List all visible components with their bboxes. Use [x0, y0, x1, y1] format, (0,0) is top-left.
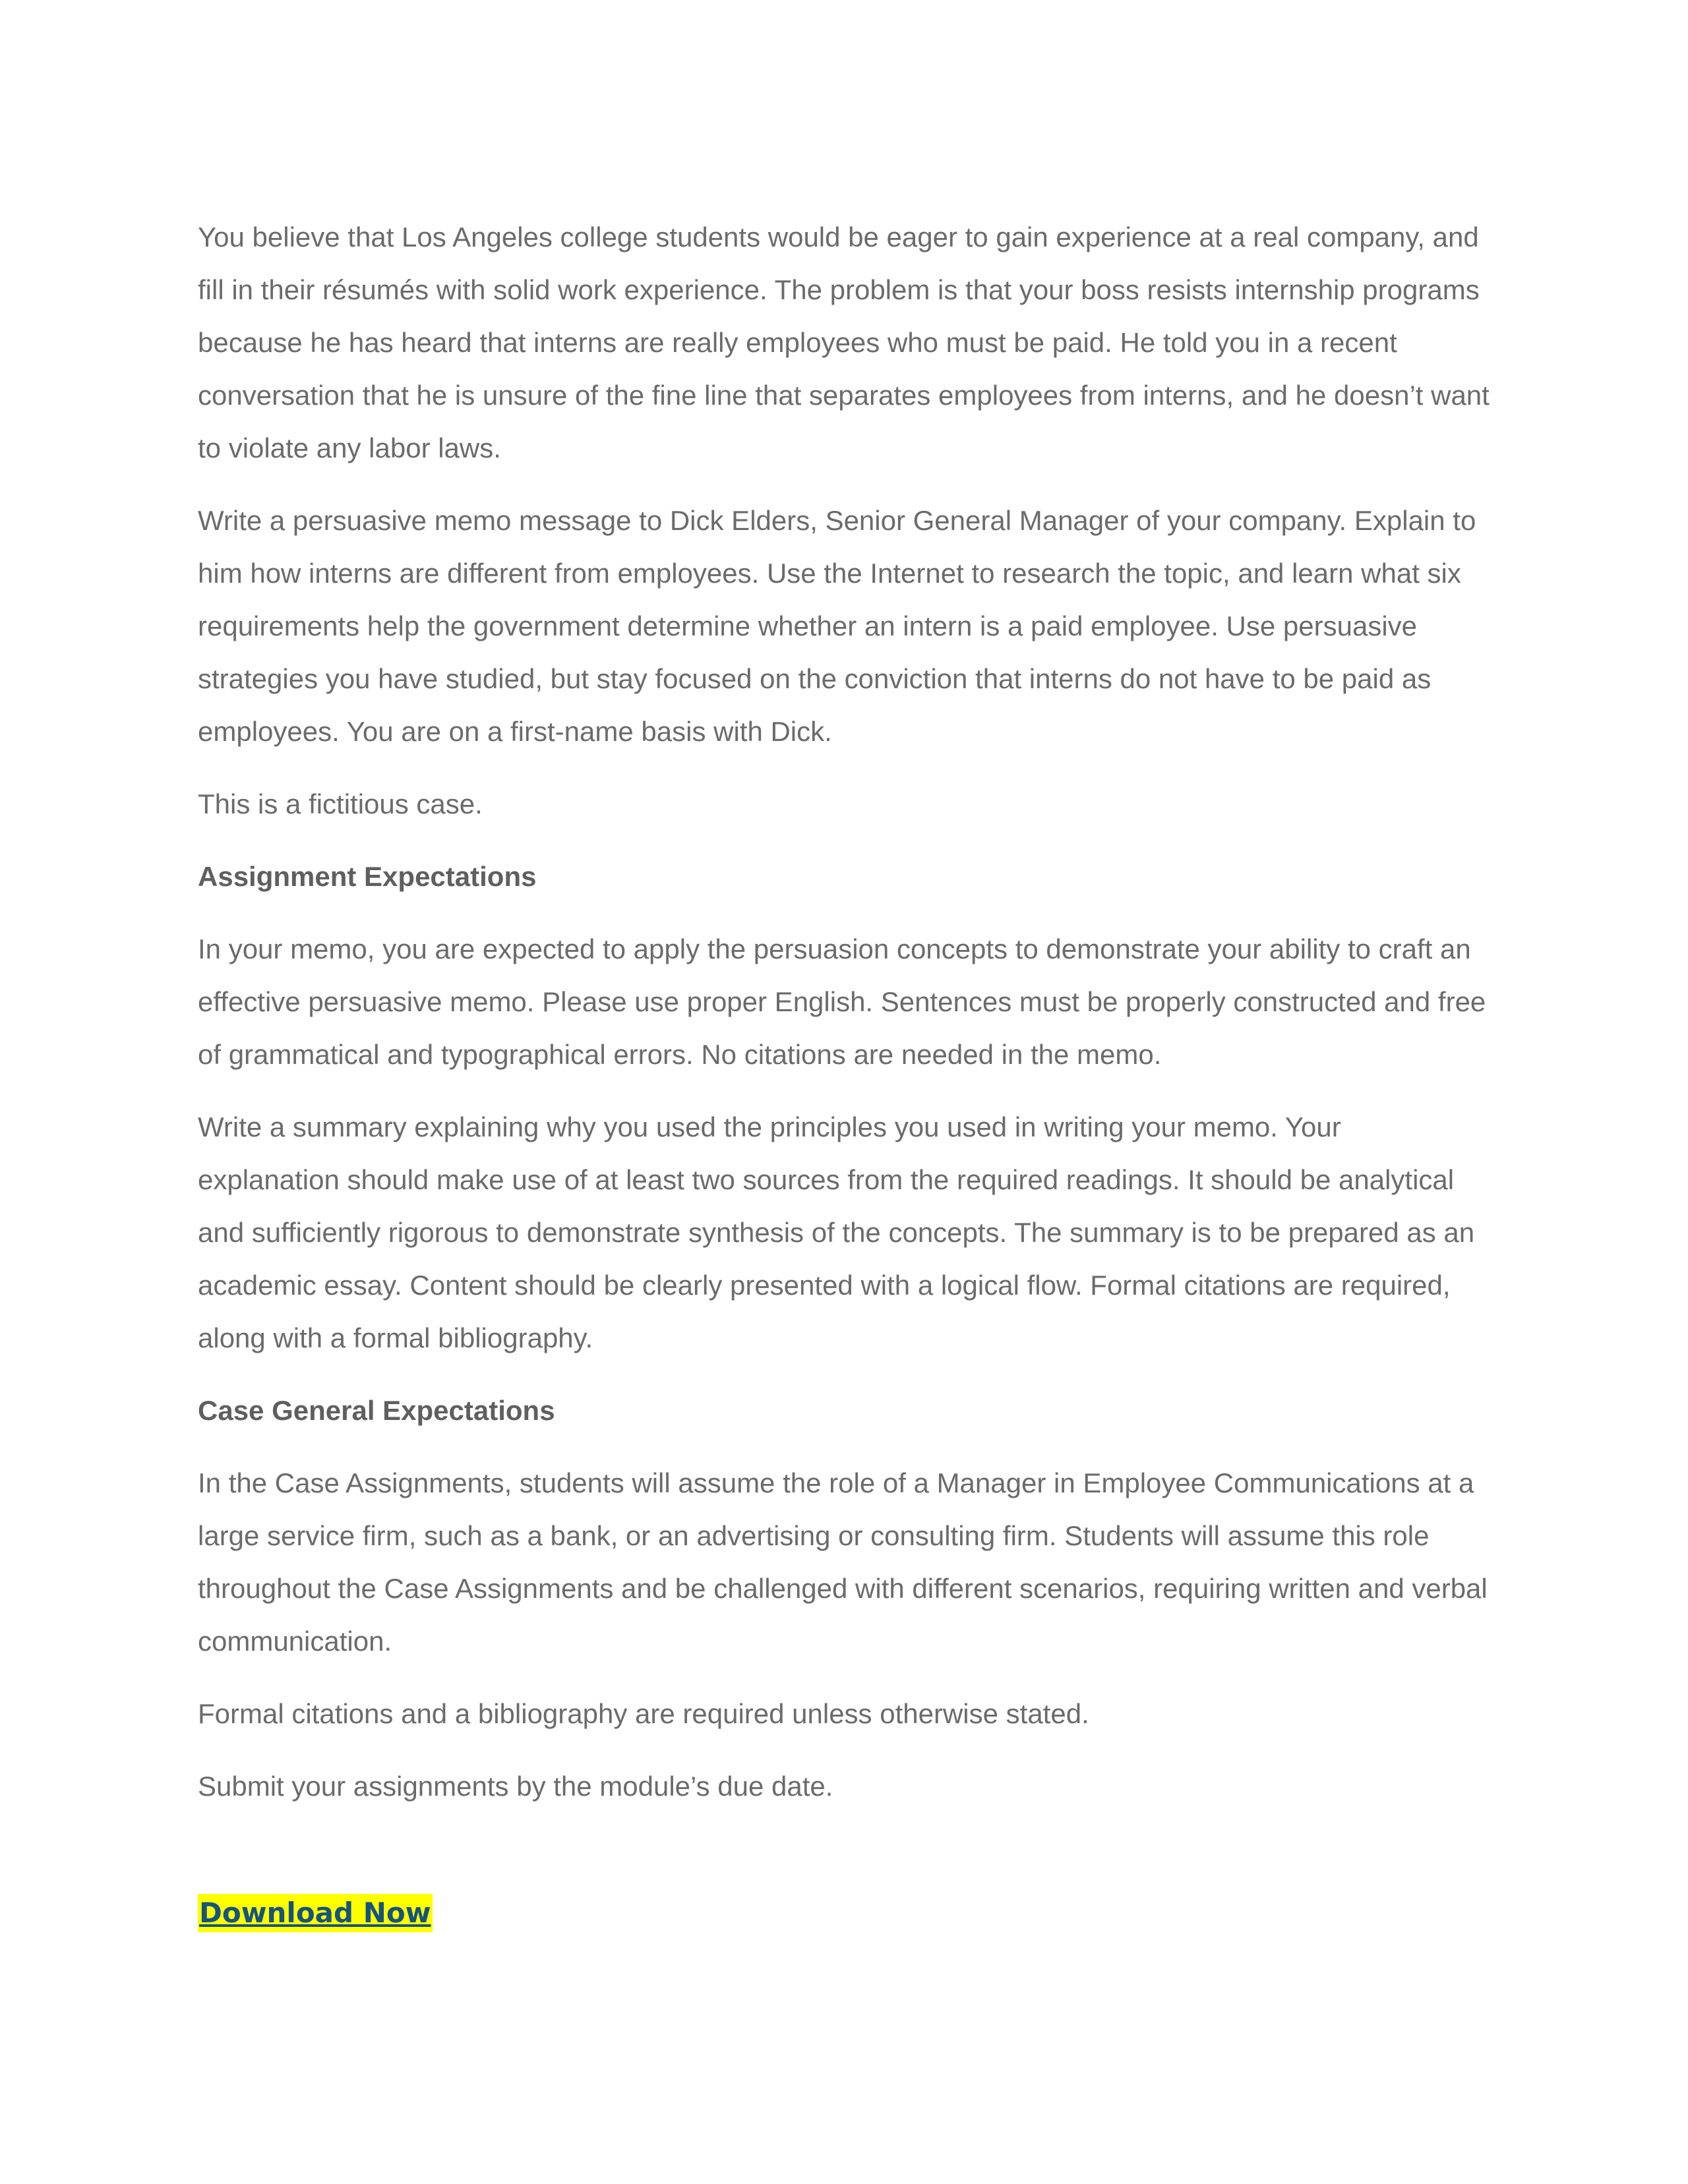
download-container — [198, 1887, 1490, 1939]
paragraph-intro-task: Write a persuasive memo message to Dick Elders, Senior General Manager of your company. Explain to him how interns are different from employees. Use the Internet to research the topic, and learn what six requirements help the government determine whether an intern is a paid employee. Use persuasive strategies you have studied, but stay focused on the conviction that interns do not have to be paid as employees. You are on a first-name basis with Dick. — [198, 505, 1476, 747]
document-body — [198, 211, 1490, 1939]
download-now-link[interactable]: Download Now — [198, 1894, 433, 1932]
heading-assignment-expectations: Assignment Expectations — [198, 861, 537, 892]
paragraph-assignment-summary: Write a summary explaining why you used the principles you used in writing your memo. Your explanation should make use of at least two sources from the required readings. It should be analytical and sufficiently rigorous to demonstrate synthesis of the concepts. The summary is to be prepared as an academic essay. Content should be clearly presented with a logical flow. Formal citations are required, along with a formal bibliography. — [198, 1111, 1475, 1353]
paragraph-case-submit: Submit your assignments by the module’s due date. — [198, 1771, 833, 1802]
paragraph-case-citations: Formal citations and a bibliography are required unless otherwise stated. — [198, 1698, 1089, 1729]
paragraph-intro-scenario: You believe that Los Angeles college students would be eager to gain experience at a real company, and fill in their résumés with solid work experience. The problem is that your boss resists internship programs because he has heard that interns are really employees who must be paid. He told you in a recent conversation that he is unsure of the fine line that separates employees from interns, and he doesn’t want to violate any labor laws. — [198, 221, 1490, 463]
paragraph-assignment-memo: In your memo, you are expected to apply the persuasion concepts to demonstrate your ability to craft an effective persuasive memo. Please use proper English. Sentences must be properly constructed and free of grammatical and typographical errors. No citations are needed in the memo. — [198, 933, 1486, 1070]
paragraph-case-role: In the Case Assignments, students will assume the role of a Manager in Employee Communications at a large service firm, such as a bank, or an advertising or consulting firm. Students will assume this role throughout the Case Assignments and be challenged with different scenarios, requiring written and verbal communication. — [198, 1467, 1488, 1657]
heading-case-general-expectations: Case General Expectations — [198, 1395, 555, 1426]
paragraph-intro-note: This is a fictitious case. — [198, 788, 483, 819]
